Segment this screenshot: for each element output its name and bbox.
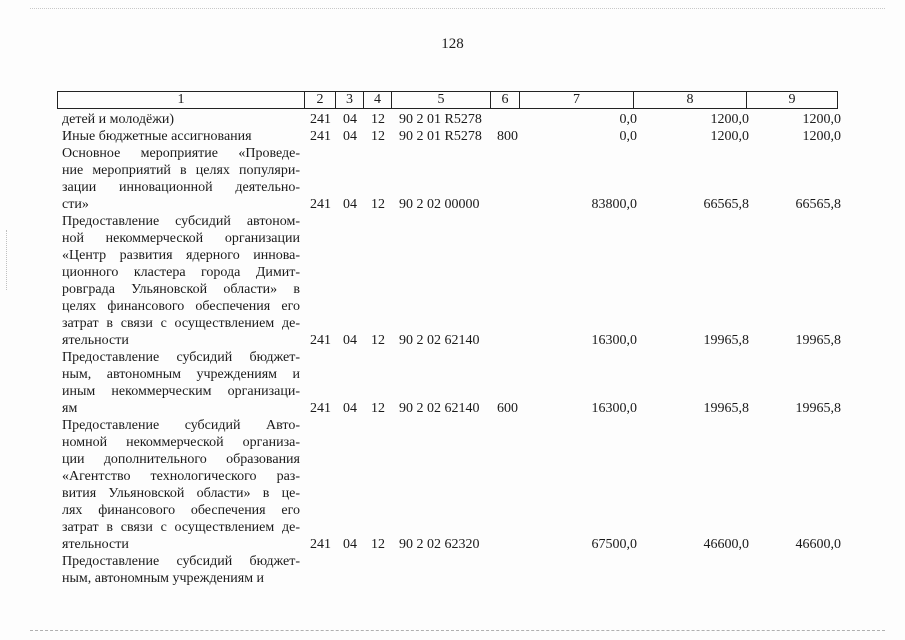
description-line: иным некоммерческим организаци- (62, 384, 300, 399)
cell-c8: 66565,8 (703, 197, 749, 212)
cell-c3: 04 (343, 401, 357, 416)
cell-c4: 12 (371, 197, 385, 212)
cell-c4: 12 (371, 112, 385, 127)
description-line: Предоставление субсидий бюджет- (62, 350, 300, 365)
header-col-4: 4 (364, 92, 392, 109)
description-line: затрат в связи с осуществлением де- (62, 520, 300, 535)
cell-c5: 90 2 02 62320 (399, 537, 480, 552)
cell-c3: 04 (343, 197, 357, 212)
cell-c3: 04 (343, 129, 357, 144)
cell-c8: 46600,0 (703, 537, 749, 552)
description-line: затрат в связи с осуществлением де- (62, 316, 300, 331)
header-col-6: 6 (491, 92, 520, 109)
cell-c4: 12 (371, 333, 385, 348)
cell-c9: 1200,0 (802, 129, 841, 144)
description-line: Предоставление субсидий автоном- (62, 214, 300, 229)
cell-c9: 19965,8 (795, 333, 841, 348)
description-line: детей и молодёжи) (62, 112, 175, 127)
cell-c7: 83800,0 (591, 197, 637, 212)
row-values (0, 400, 905, 417)
header-col-9: 9 (747, 92, 838, 109)
table-row (0, 349, 905, 417)
table-row (0, 213, 905, 349)
description-line: Иные бюджетные ассигнования (62, 129, 252, 144)
row-values (0, 536, 905, 553)
column-header-row (58, 92, 838, 109)
scan-edge-top (30, 8, 885, 10)
cell-c4: 12 (371, 401, 385, 416)
description-line: целях финансового обеспечения его (62, 299, 300, 314)
header-col-2: 2 (305, 92, 336, 109)
cell-c6: 600 (497, 401, 518, 416)
description-line: «Центр развития ядерного иннова- (62, 248, 300, 263)
header-col-3: 3 (336, 92, 364, 109)
cell-c8: 19965,8 (703, 401, 749, 416)
row-values (0, 111, 905, 128)
cell-c7: 67500,0 (591, 537, 637, 552)
cell-c2: 241 (310, 333, 331, 348)
description-line: лях финансового обеспечения его (62, 503, 300, 518)
cell-c7: 0,0 (619, 129, 637, 144)
header-col-5: 5 (392, 92, 491, 109)
description-line: Предоставление субсидий бюджет- (62, 554, 300, 569)
description-line: ным, автономным учреждениям и (62, 367, 300, 382)
cell-c3: 04 (343, 112, 357, 127)
description-line: вития Ульяновской области» в це- (62, 486, 300, 501)
row-values (0, 570, 905, 587)
table-row (0, 553, 905, 587)
scan-edge-bottom (30, 630, 885, 632)
description-line: Предоставление субсидий Авто- (62, 418, 300, 433)
row-values (0, 128, 905, 145)
table-row (0, 128, 905, 145)
header-col-1: 1 (58, 92, 305, 109)
description-line: ям (62, 401, 78, 416)
cell-c2: 241 (310, 537, 331, 552)
header-col-7: 7 (520, 92, 634, 109)
description-line: ятельности (62, 333, 129, 348)
cell-c7: 16300,0 (591, 333, 637, 348)
description-line: «Агентство технологического раз- (62, 469, 300, 484)
description-line: ным, автономным учреждениям и (62, 571, 265, 586)
description-line: ровграда Ульяновской области» в (62, 282, 300, 297)
cell-c2: 241 (310, 197, 331, 212)
column-header-table (57, 91, 838, 109)
row-description (62, 417, 300, 553)
description-line: зации инновационной деятельно- (62, 180, 300, 195)
table-row (0, 111, 905, 128)
row-values (0, 332, 905, 349)
description-line: ции дополнительного образования (62, 452, 300, 467)
cell-c2: 241 (310, 112, 331, 127)
row-description (62, 213, 300, 349)
cell-c9: 66565,8 (795, 197, 841, 212)
cell-c5: 90 2 01 R5278 (399, 129, 482, 144)
cell-c2: 241 (310, 129, 331, 144)
cell-c5: 90 2 02 00000 (399, 197, 480, 212)
table-row (0, 145, 905, 213)
table-body (0, 111, 905, 587)
cell-c3: 04 (343, 537, 357, 552)
cell-c7: 16300,0 (591, 401, 637, 416)
cell-c9: 46600,0 (795, 537, 841, 552)
description-line: сти» (62, 197, 89, 212)
cell-c8: 1200,0 (710, 112, 749, 127)
cell-c4: 12 (371, 537, 385, 552)
cell-c9: 1200,0 (802, 112, 841, 127)
description-line: номной некоммерческой организа- (62, 435, 300, 450)
cell-c7: 0,0 (619, 112, 637, 127)
header-col-8: 8 (634, 92, 747, 109)
cell-c3: 04 (343, 333, 357, 348)
cell-c5: 90 2 02 62140 (399, 401, 480, 416)
row-values (0, 196, 905, 213)
description-line: ятельности (62, 537, 129, 552)
cell-c9: 19965,8 (795, 401, 841, 416)
cell-c8: 1200,0 (710, 129, 749, 144)
description-line: ционного кластера города Димит- (62, 265, 300, 280)
description-line: Основное мероприятие «Проведе- (62, 146, 300, 161)
cell-c5: 90 2 02 62140 (399, 333, 480, 348)
cell-c8: 19965,8 (703, 333, 749, 348)
cell-c4: 12 (371, 129, 385, 144)
page-number: 128 (441, 36, 464, 52)
description-line: ние мероприятий в целях популяри- (62, 163, 300, 178)
cell-c2: 241 (310, 401, 331, 416)
table-row (0, 417, 905, 553)
cell-c5: 90 2 01 R5278 (399, 112, 482, 127)
cell-c6: 800 (497, 129, 518, 144)
description-line: ной некоммерческой организации (62, 231, 300, 246)
